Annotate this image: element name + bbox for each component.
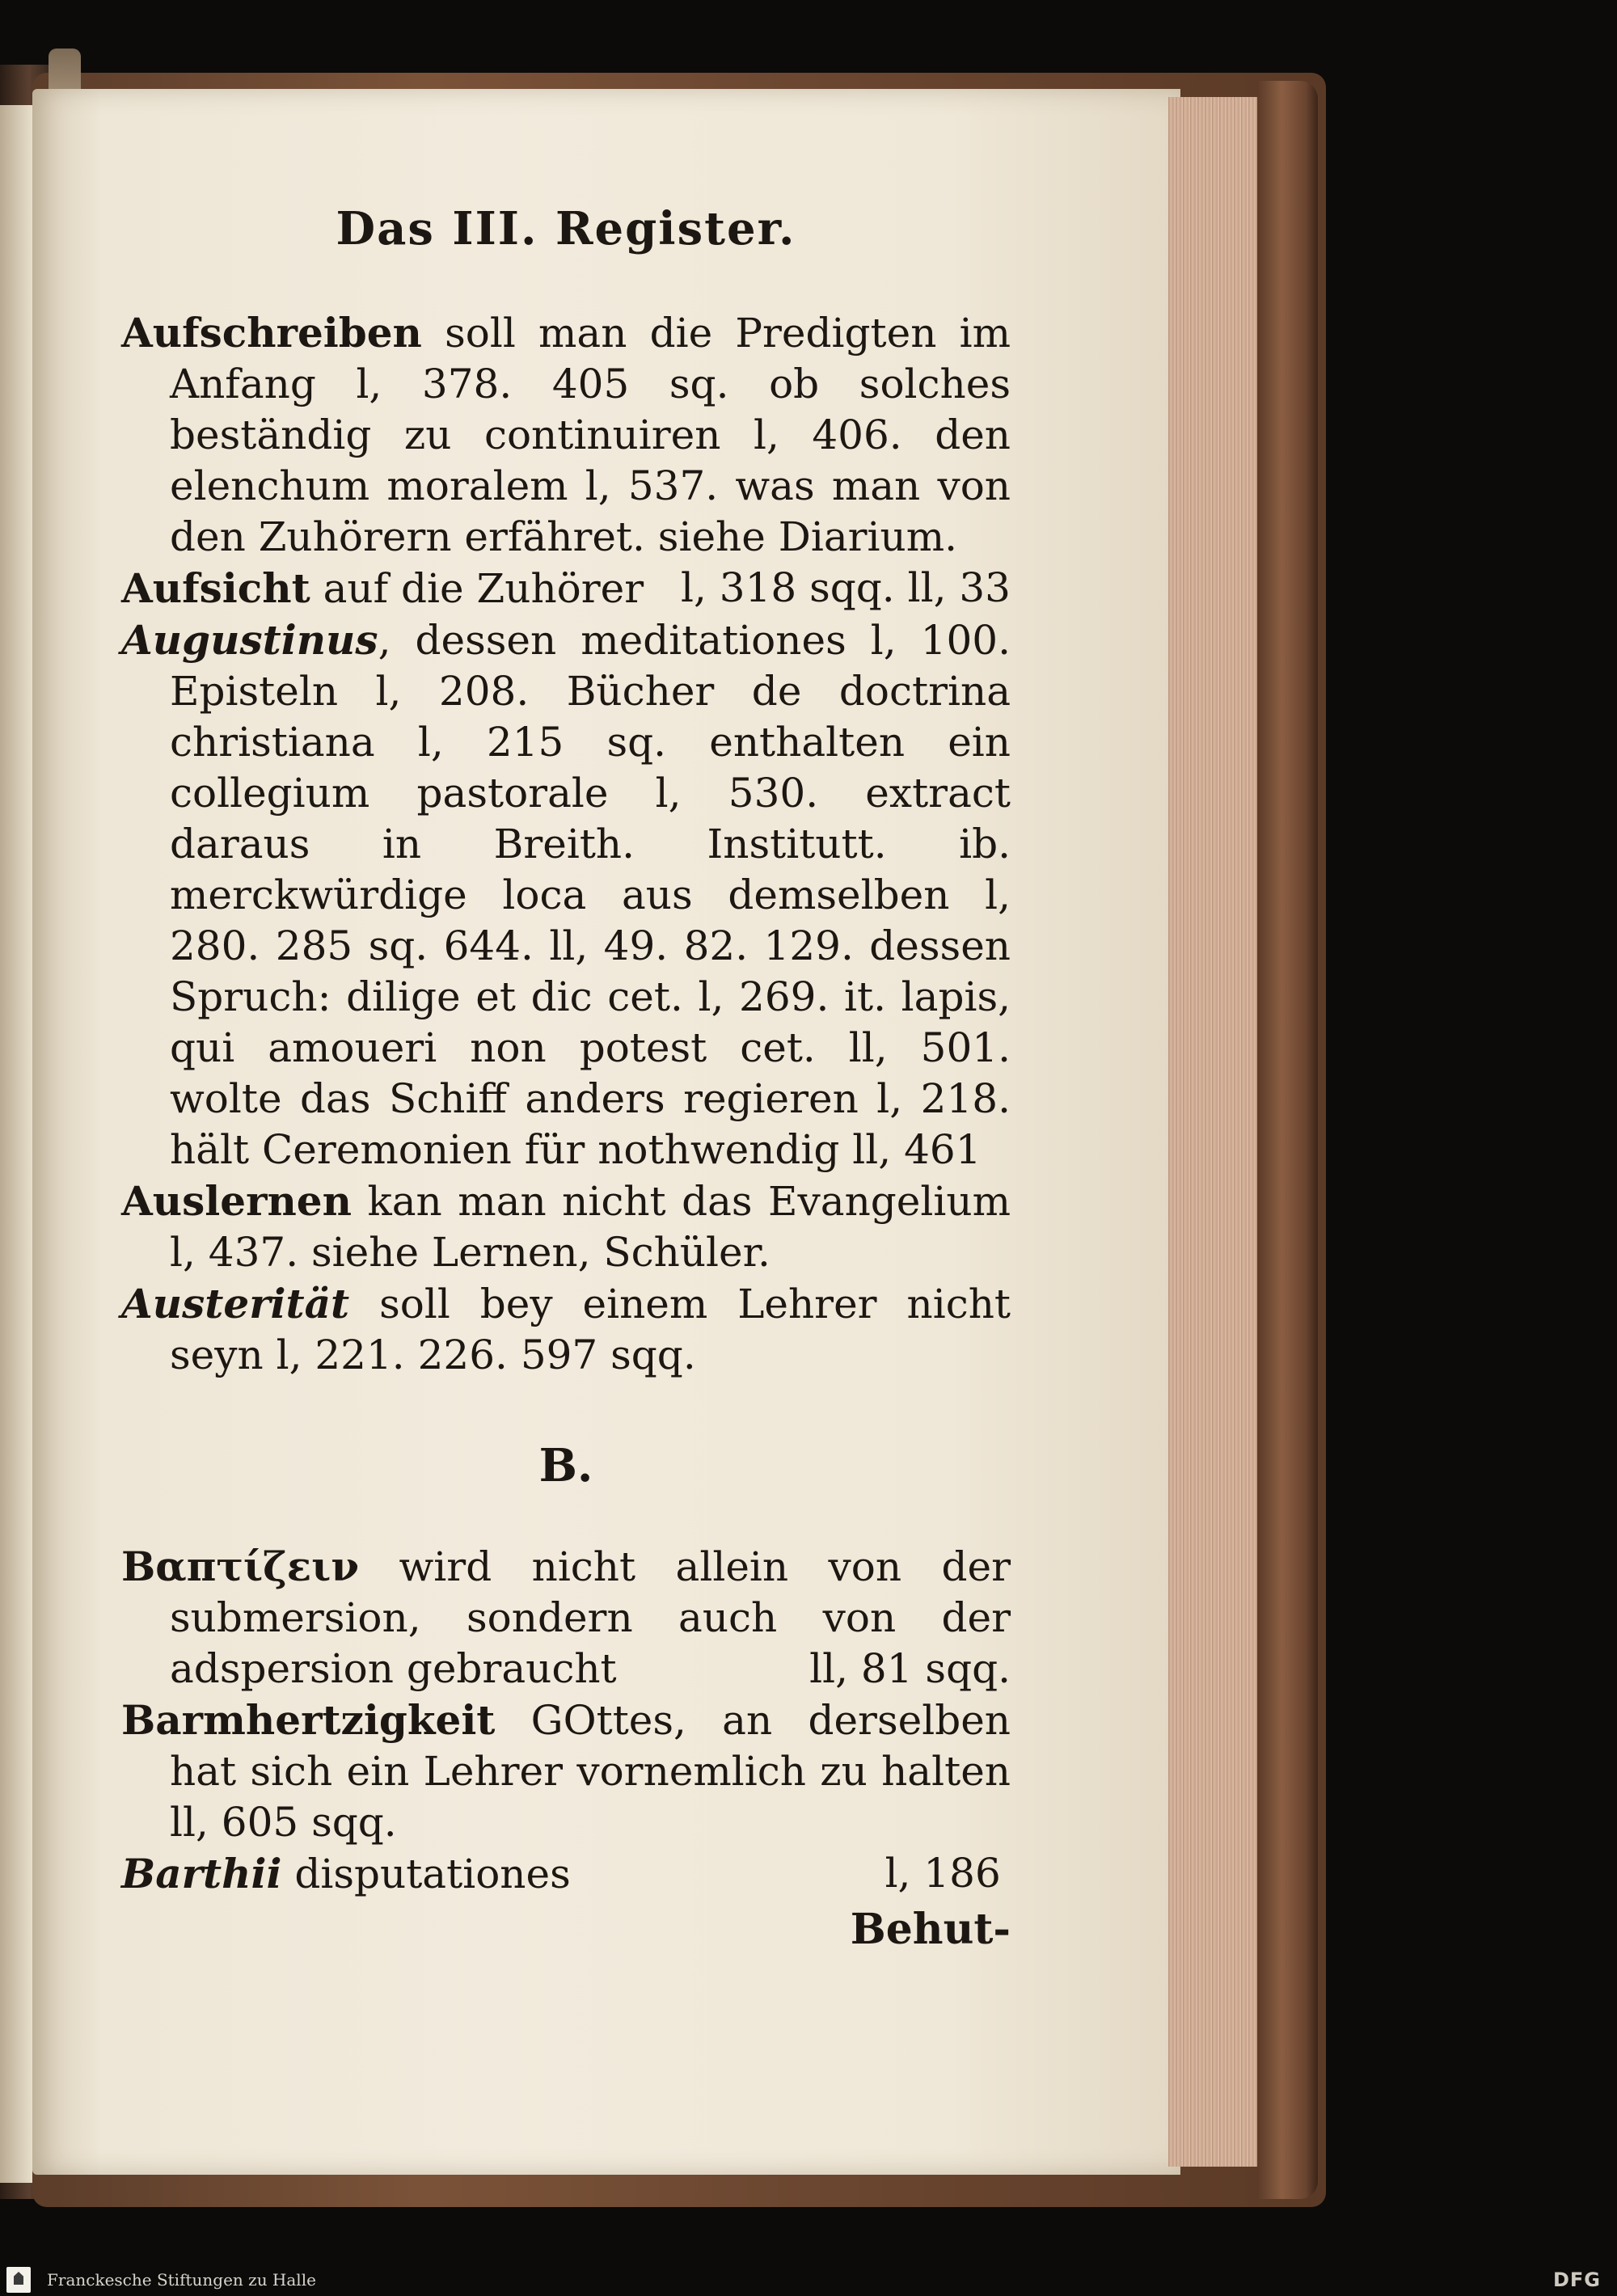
- index-entry: [121, 1175, 1011, 1278]
- index-entry: [121, 563, 1011, 614]
- index-entry: [121, 1278, 1011, 1381]
- index-entry: [121, 614, 1011, 1175]
- dfg-logo: DFG: [1552, 2269, 1601, 2291]
- entry-keyword: Aufsicht: [121, 564, 310, 612]
- catchword: Behut-: [850, 1905, 1011, 1954]
- register-entries: [121, 307, 1011, 1954]
- entry-keyword: Aufschreiben: [121, 309, 422, 357]
- entry-text: soll man die Predigten im Anfang l, 378. 405 sq. ob solches beständig zu continuiren l, 406. den elenchum moralem l, 537. was man von den Zuhörern erfähret. siehe Diarium.: [170, 310, 1011, 560]
- entry-keyword: Auslernen: [121, 1177, 352, 1225]
- left-page-sliver: [0, 105, 32, 2183]
- section-letter: B.: [538, 1439, 593, 1492]
- entry-keyword: Augustinus: [121, 616, 378, 664]
- entry-text: wird nicht allein von der submersion, sondern auch von der adspersion gebraucht: [170, 1543, 1011, 1692]
- franckesche-stiftungen-logo-icon: [6, 2267, 31, 2293]
- book-spine: [1257, 81, 1318, 2199]
- entry-page-reference: l, 186: [884, 1850, 1001, 1897]
- entry-page-reference: l, 318 sqq. ll, 33: [681, 564, 1011, 611]
- entry-keyword: Βαπτίζειν: [121, 1543, 360, 1590]
- entry-keyword: Austerität: [121, 1280, 350, 1327]
- entry-page-reference: ll, 81 sqq.: [809, 1645, 1011, 1692]
- index-entry: [121, 1695, 1011, 1848]
- entry-text: GOttes, an derselben hat sich ein Lehrer vornemlich zu halten ll, 605 sqq.: [170, 1697, 1011, 1846]
- index-entry: [121, 307, 1011, 563]
- entry-keyword: Barmhertzigkeit: [121, 1696, 496, 1744]
- index-entry: [121, 1541, 1011, 1695]
- entry-keyword: Barthii: [121, 1850, 282, 1897]
- institution-name: Franckesche Stiftungen zu Halle: [47, 2270, 316, 2290]
- page-heading: Das III. Register.: [336, 202, 796, 255]
- entry-text: disputationes: [294, 1851, 571, 1897]
- page-edges: [1168, 97, 1261, 2167]
- footer-bar: [0, 2264, 1617, 2296]
- entry-text: , dessen meditationes l, 100. Episteln l, 208. Bücher de doctrina christiana l, 215 sq. enthalten ein collegium pastorale l, 530. extract daraus in Breith. Institutt. ib. merckwürdige loca aus demselben l, 280. 285 sq. 644. ll, 49. 82. 129. dessen Spruch: dilige et dic cet. l, 269. it. lapis, qui amoueri non potest cet. ll, 501. wolte das Schiff anders regieren l, 218. hält Ceremonien für nothwendig ll, 461: [170, 617, 1011, 1173]
- entry-text: auf die Zuhörer: [323, 565, 644, 612]
- entry-text: kan man nicht das Evangelium l, 437. siehe Lernen, Schüler.: [170, 1178, 1011, 1276]
- entry-text: soll bey einem Lehrer nicht seyn l, 221. 226. 597 sqq.: [170, 1281, 1011, 1378]
- index-entry: [121, 1848, 1011, 1900]
